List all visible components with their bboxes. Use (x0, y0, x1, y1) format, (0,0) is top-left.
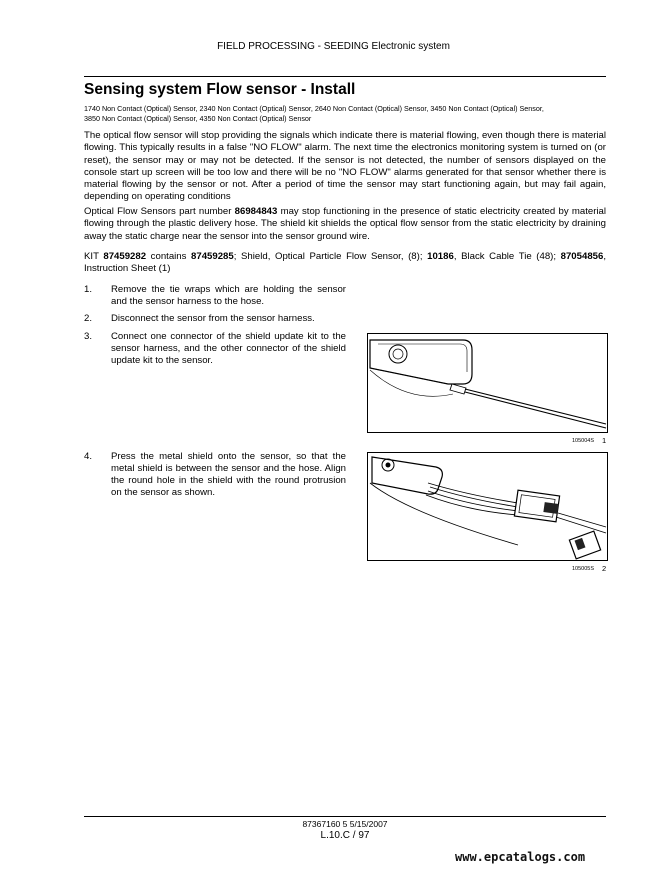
cable-tie-desc: , Black Cable Tie (48); (453, 251, 561, 262)
applies-to-line-2: 3850 Non Contact (Optical) Sensor, 4350 Non Contact (Optical) Sensor (84, 114, 312, 123)
kit-prefix: KIT (84, 251, 104, 262)
kit-contains: contains (146, 251, 192, 262)
figure-code: 105004S (572, 438, 595, 444)
step-number: 4. (84, 451, 93, 462)
step-text: Remove the tie wraps which are holding the sensor and the sensor harness to the hose. (111, 284, 346, 307)
document-id: 87367160 5 5/15/2007 (302, 819, 388, 829)
kit-number: 87459282 (103, 251, 147, 262)
footer-rule (84, 816, 606, 817)
instruction-sheet-desc: , Instruction Sheet (1) (84, 251, 606, 275)
kit-paragraph (84, 251, 606, 276)
intro-paragraph: The optical flow sensor will stop providing the signals which indicate there is material flowing, even though there is material flowing. This typically results in a false "NO FLOW" alarm. The next time the electronics monitoring system is turned on (or reset), the sensor may or may not be detected. If the sensor is not detected, the number of sensors displayed on the console start up screen will be too low and there will be no "NO FLOW" alarms generated for that sensor whether there is material flowing by the sensor or not. After a period of time the sensor may start functioning again, but may fail again, depending on operating conditions (84, 130, 606, 203)
running-header: FIELD PROCESSING - SEEDING Electronic system (217, 41, 450, 52)
watermark-url: www.epcatalogs.com (455, 850, 586, 864)
static-paragraph-lead: Optical Flow Sensors part number (84, 206, 235, 217)
step-text: Disconnect the sensor from the sensor harness. (111, 313, 315, 324)
shield-part-number: 87459285 (191, 251, 234, 262)
page-reference: L.10.C / 97 (320, 830, 370, 841)
title-rule (84, 76, 606, 77)
step-number: 2. (84, 313, 93, 324)
step-text: Connect one connector of the shield update kit to the sensor harness, and the other connector of the shield update kit to the sensor. (111, 331, 346, 366)
applies-to-line-1: 1740 Non Contact (Optical) Sensor, 2340 Non Contact (Optical) Sensor, 2640 Non Contact (Optical) Sensor, 3450 Non Contact (Optical) Sensor, (84, 104, 544, 113)
section-title: Sensing system Flow sensor - Install (84, 81, 356, 98)
step-text: Press the metal shield onto the sensor, so that the metal shield is between the sensor and the hose. Align the round hole in the shield with the round protrusion on the sensor as shown. (111, 451, 346, 498)
static-paragraph (84, 206, 606, 243)
figure-number: 2 (602, 564, 607, 573)
figure-2-shield-kit (367, 452, 608, 573)
instruction-sheet-part-number: 87054856 (560, 251, 604, 262)
shield-kit-illustration (368, 453, 607, 560)
sensor-part-number: 86984843 (234, 206, 278, 217)
shield-part-desc: ; Shield, Optical Particle Flow Sensor, (8); (233, 251, 428, 262)
cable-tie-part-number: 10186 (427, 251, 454, 262)
step-number: 1. (84, 284, 93, 295)
figure-number: 1 (602, 436, 607, 445)
sensor-cable-illustration (368, 334, 607, 432)
figure-code: 105005S (572, 566, 595, 572)
step-number: 3. (84, 331, 93, 342)
applies-to (84, 104, 606, 124)
figure-1-sensor-cable (367, 333, 608, 445)
static-paragraph-rest: may stop functioning in the presence of static electricity created by material flowing through the plastic delivery hose. The shield kit shields the optical flow sensor from the static electricity by draining away the static charge near the sensor into the sensor ground wire. (84, 206, 606, 242)
